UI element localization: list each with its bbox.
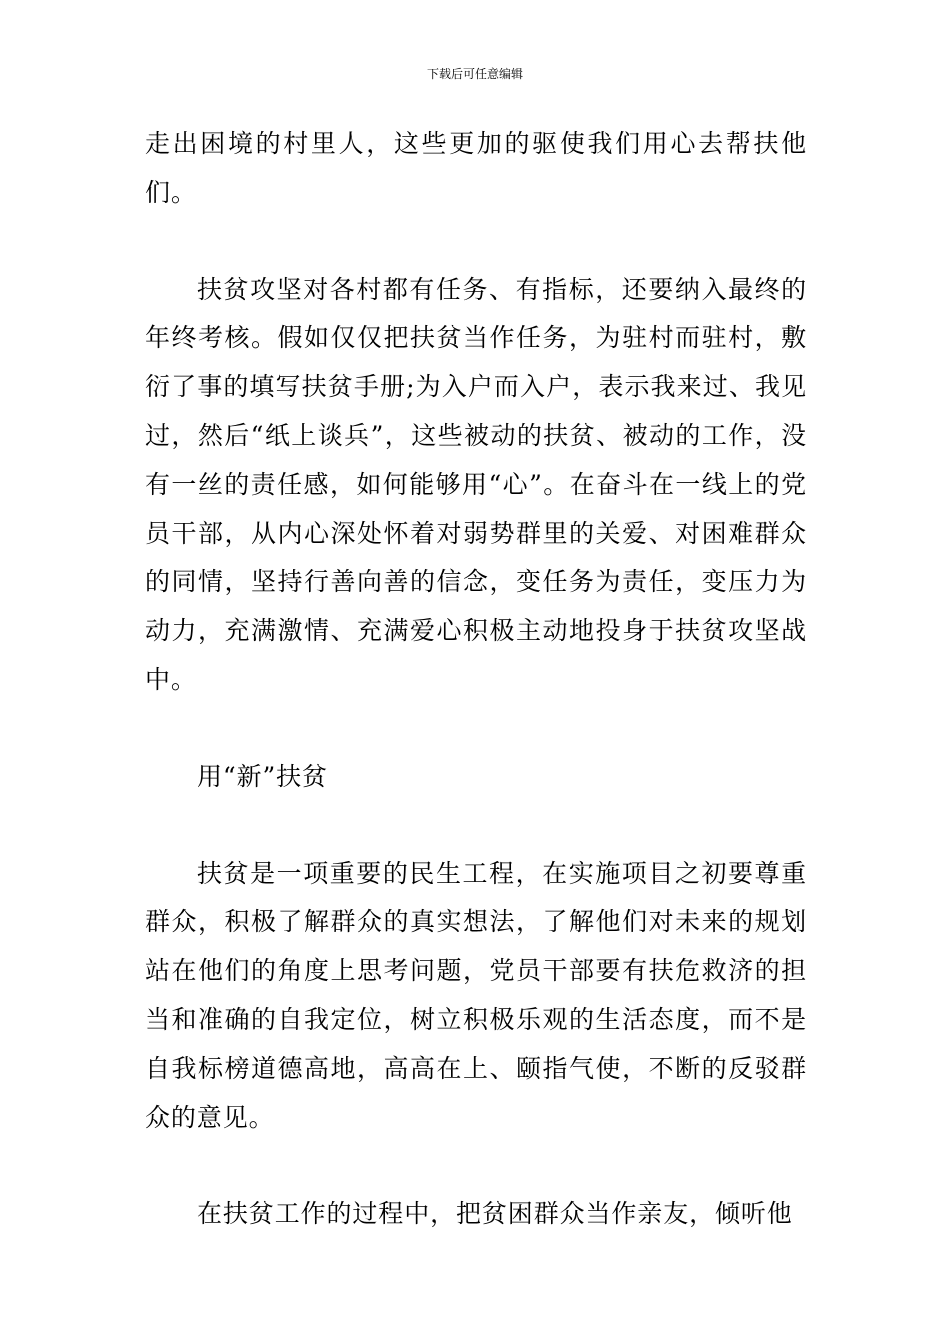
page-header: 下载后可任意编辑	[426, 67, 523, 81]
paragraph: 扶贫攻坚对各村都有任务、有指标，还要纳入最终的年终考核。假如仅仅把扶贫当作任务，为驻村而驻村，敷衍了事的填写扶贫手册;为入户而入户，表示我来过、我见过，然后“纸上谈兵”，这些被动的扶贫、被动的工作，没有一丝的责任感，如何能够用“心”。在奋斗在一线上的党员干部，从内心深处怀着对弱势群里的关爱、对困难群众的同情，坚持行善向善的信念，变任务为责任，变压力为动力，充满激情、充满爱心积极主动地投身于扶贫攻坚战中。	[145, 274, 807, 694]
paragraph: 在扶贫工作的过程中，把贫困群众当作亲友，倾听他	[197, 1199, 793, 1229]
section-heading: 用“新”扶贫	[197, 761, 328, 791]
paragraph-continuation: 走出困境的村里人，这些更加的驱使我们用心去帮扶他们。	[145, 129, 807, 207]
paragraph: 扶贫是一项重要的民生工程，在实施项目之初要尊重群众，积极了解群众的真实想法，了解他们对未来的规划站在他们的角度上思考问题，党员干部要有扶危救济的担当和准确的自我定位，树立积极乐观的生活态度，而不是自我标榜道德高地，高高在上、颐指气使，不断的反驳群众的意见。	[145, 858, 807, 1132]
document-body	[145, 120, 807, 1239]
